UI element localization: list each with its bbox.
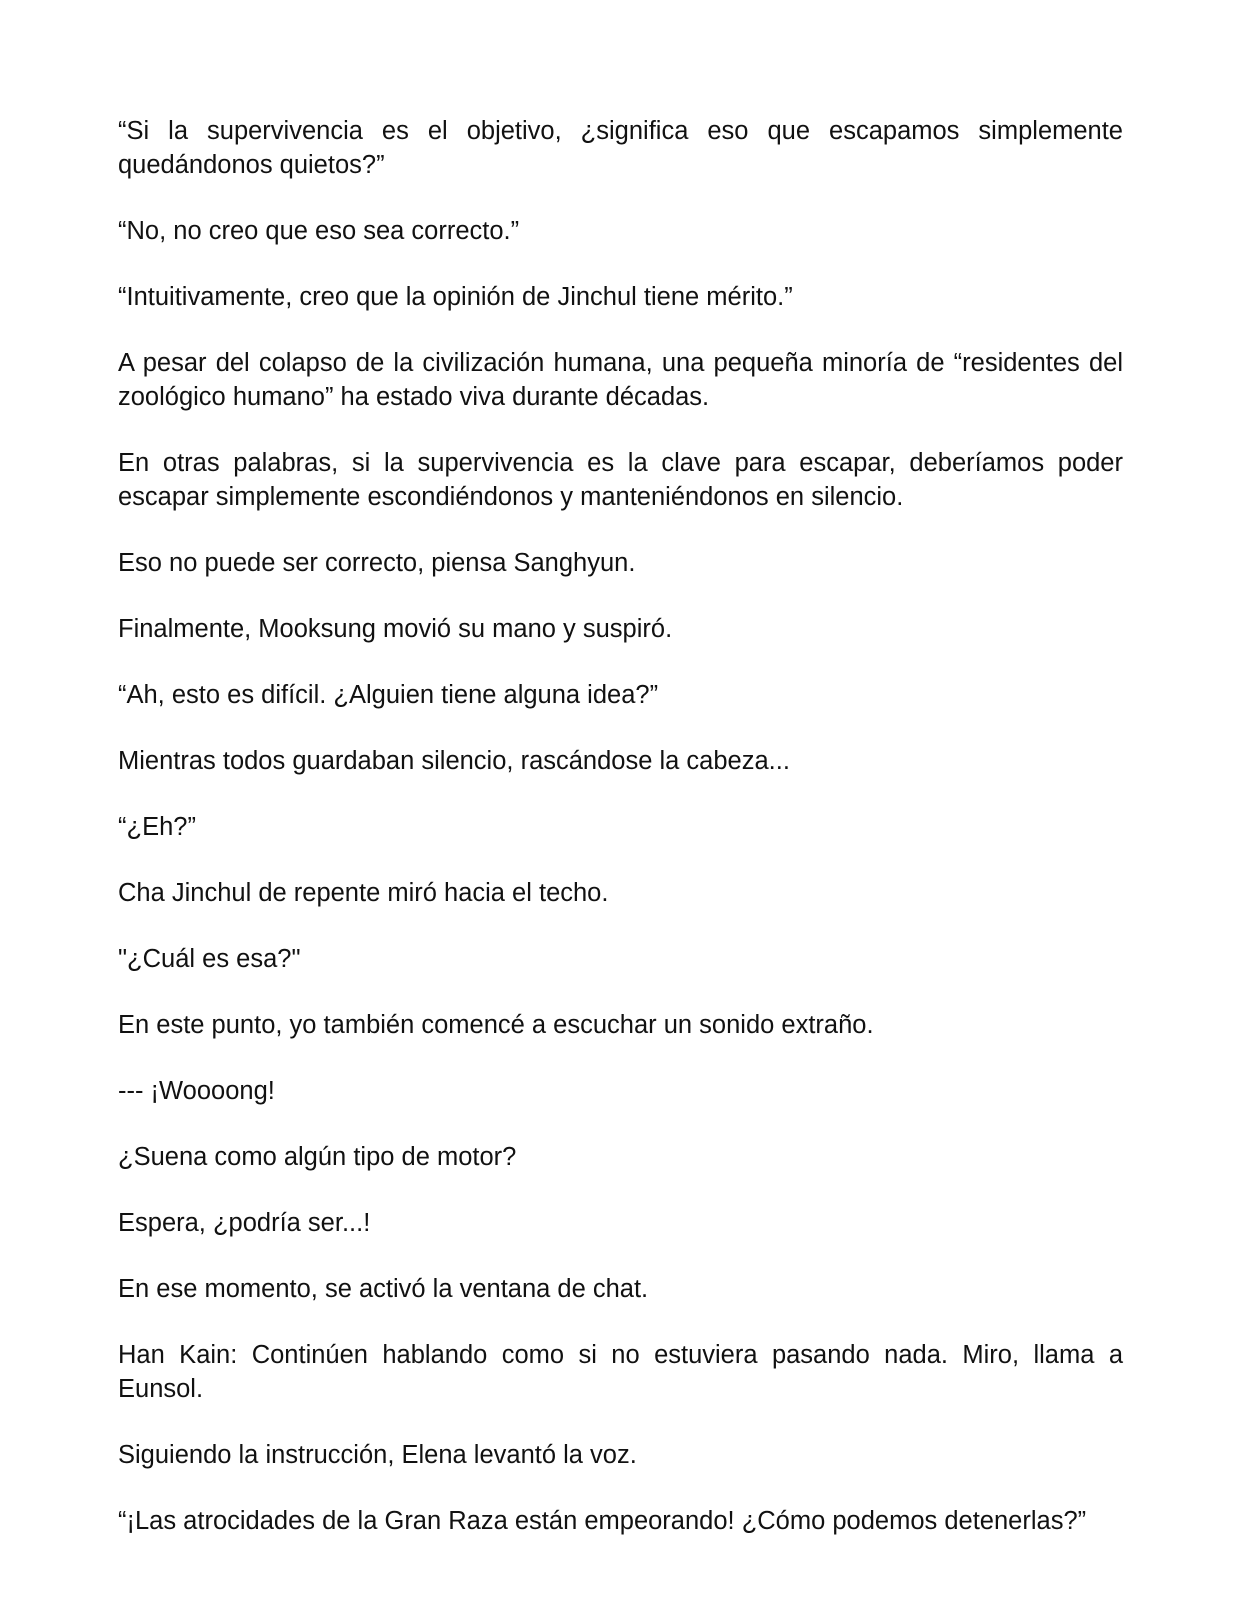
paragraph: “¿Eh?” bbox=[118, 813, 196, 841]
paragraph: "¿Cuál es esa?" bbox=[118, 945, 301, 973]
paragraph: Mientras todos guardaban silencio, rascándose la cabeza... bbox=[118, 747, 790, 775]
paragraph: “Si la supervivencia es el objetivo, ¿significa eso que escapamos simplemente quedándonos quietos?” bbox=[118, 117, 1123, 179]
paragraph: “Intuitivamente, creo que la opinión de Jinchul tiene mérito.” bbox=[118, 283, 793, 311]
paragraph: Eso no puede ser correcto, piensa Sanghyun. bbox=[118, 549, 636, 577]
paragraph: Espera, ¿podría ser...! bbox=[118, 1209, 371, 1237]
paragraph: En este punto, yo también comencé a escuchar un sonido extraño. bbox=[118, 1011, 874, 1039]
paragraph: Siguiendo la instrucción, Elena levantó la voz. bbox=[118, 1441, 637, 1469]
paragraph: “No, no creo que eso sea correcto.” bbox=[118, 217, 520, 245]
paragraph: Finalmente, Mooksung movió su mano y suspiró. bbox=[118, 615, 673, 643]
paragraph: En ese momento, se activó la ventana de chat. bbox=[118, 1275, 649, 1303]
paragraph: ¿Suena como algún tipo de motor? bbox=[118, 1143, 517, 1171]
paragraph: --- ¡Woooong! bbox=[118, 1077, 275, 1105]
paragraph: A pesar del colapso de la civilización humana, una pequeña minoría de “residentes del zoológico humano” ha estado viva durante décadas. bbox=[118, 349, 1123, 411]
paragraph: “Ah, esto es difícil. ¿Alguien tiene alguna idea?” bbox=[118, 681, 659, 709]
paragraph: Han Kain: Continúen hablando como si no estuviera pasando nada. Miro, llama a Eunsol. bbox=[118, 1341, 1123, 1403]
paragraph: En otras palabras, si la supervivencia es la clave para escapar, deberíamos poder escapar simplemente escondiéndonos y manteniéndonos en silencio. bbox=[118, 449, 1123, 511]
document-page bbox=[118, 114, 1123, 1570]
paragraph: “¡Las atrocidades de la Gran Raza están empeorando! ¿Cómo podemos detenerlas?” bbox=[118, 1507, 1087, 1535]
paragraph: Cha Jinchul de repente miró hacia el techo. bbox=[118, 879, 609, 907]
